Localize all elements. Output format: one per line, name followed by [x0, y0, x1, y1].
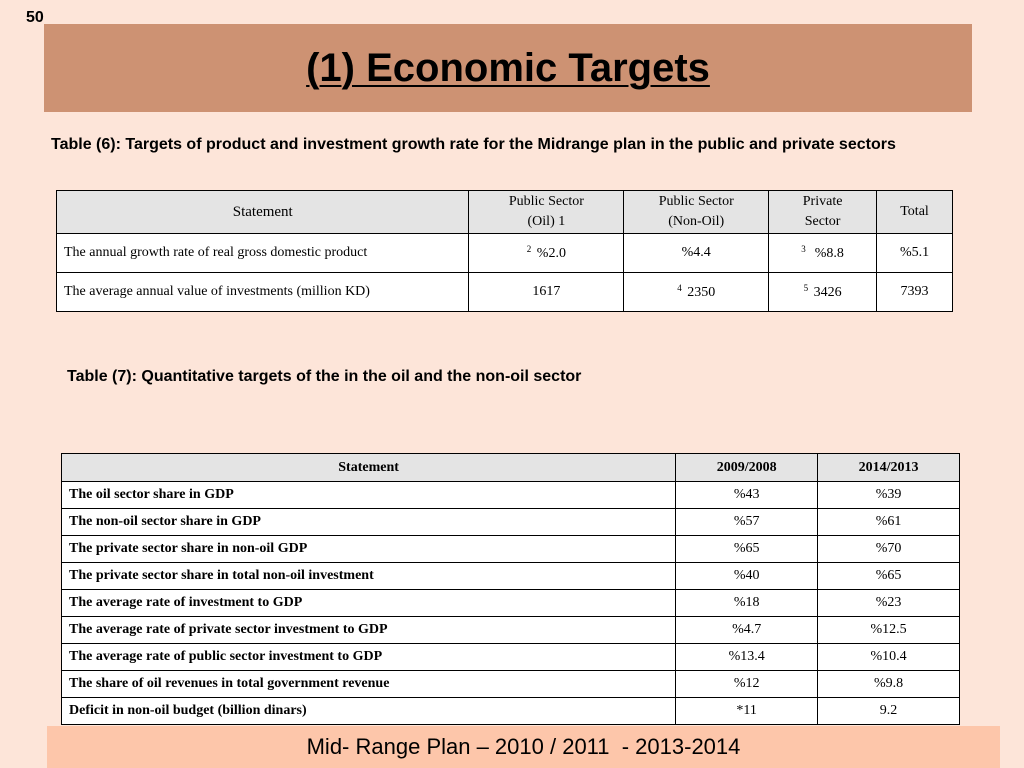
header-statement: Statement — [62, 454, 676, 482]
slide-title: (1) Economic Targets — [306, 45, 710, 90]
cell-2014-2013: %23 — [818, 590, 960, 617]
cell-private: $^5$ 3426 — [769, 273, 877, 312]
quantitative-targets-table — [61, 453, 960, 725]
cell-2014-2013: %9.8 — [818, 671, 960, 698]
cell-public-oil: 1617 — [469, 273, 624, 312]
cell-2014-2013: 9.2 — [818, 698, 960, 725]
title-bar — [44, 24, 972, 112]
header-statement: Statement — [57, 191, 469, 234]
cell-public-nonoil: %4.4 — [624, 234, 769, 273]
row-statement: The private sector share in total non-oil investment — [62, 563, 676, 590]
table-header-row — [57, 191, 953, 234]
cell-2009-2008: %13.4 — [676, 644, 818, 671]
table-row — [62, 644, 960, 671]
table-row — [62, 617, 960, 644]
header-private: Private Sector — [769, 191, 877, 234]
cell-2014-2013: %10.4 — [818, 644, 960, 671]
footnote-marker: 2 — [526, 244, 532, 254]
cell-total: %5.1 — [877, 234, 953, 273]
footnote-marker: 3 — [801, 244, 806, 254]
table-row — [57, 273, 953, 312]
row-statement: The private sector share in non-oil GDP — [62, 536, 676, 563]
cell-2014-2013: %12.5 — [818, 617, 960, 644]
table-row — [62, 482, 960, 509]
cell-public-oil: $^2$ %2.0 — [469, 234, 624, 273]
cell-2009-2008: %12 — [676, 671, 818, 698]
row-statement: The average annual value of investments (million KD) — [57, 273, 469, 312]
cell-2014-2013: %39 — [818, 482, 960, 509]
footnote-marker: 5 — [803, 283, 809, 293]
cell-2009-2008: %57 — [676, 509, 818, 536]
row-statement: The annual growth rate of real gross domestic product — [57, 234, 469, 273]
footnote-marker: 4 — [677, 283, 682, 293]
row-statement: The non-oil sector share in GDP — [62, 509, 676, 536]
cell-2009-2008: *11 — [676, 698, 818, 725]
cell-total: 7393 — [877, 273, 953, 312]
cell-2009-2008: %40 — [676, 563, 818, 590]
row-statement: The average rate of investment to GDP — [62, 590, 676, 617]
table-row — [62, 671, 960, 698]
cell-2009-2008: %65 — [676, 536, 818, 563]
table-row — [62, 563, 960, 590]
table-row — [57, 234, 953, 273]
table-header-row — [62, 454, 960, 482]
cell-2014-2013: %70 — [818, 536, 960, 563]
header-public-oil: Public Sector (Oil) 1 — [469, 191, 624, 234]
cell-2009-2008: %43 — [676, 482, 818, 509]
cell-2014-2013: %61 — [818, 509, 960, 536]
cell-2009-2008: %4.7 — [676, 617, 818, 644]
header-2009-2008: 2009/2008 — [676, 454, 818, 482]
cell-2009-2008: %18 — [676, 590, 818, 617]
header-public-nonoil: Public Sector (Non-Oil) — [624, 191, 769, 234]
slide-number: 50 — [26, 9, 44, 26]
header-2014-2013: 2014/2013 — [818, 454, 960, 482]
table6-caption: Table (6): Targets of product and investment growth rate for the Midrange plan in the public and private sectors — [51, 136, 896, 153]
footer-text: Mid- Range Plan – 2010 / 2011 - 2013-2014 — [306, 734, 741, 759]
cell-2014-2013: %65 — [818, 563, 960, 590]
row-statement: The oil sector share in GDP — [62, 482, 676, 509]
growth-targets-table — [56, 190, 953, 312]
cell-public-nonoil: $^4$ 2350 — [624, 273, 769, 312]
footer-bar — [47, 726, 1000, 768]
table-row — [62, 698, 960, 725]
row-statement: The share of oil revenues in total government revenue — [62, 671, 676, 698]
table-row — [62, 536, 960, 563]
table-row — [62, 509, 960, 536]
table-row — [62, 590, 960, 617]
table7-caption: Table (7): Quantitative targets of the in the oil and the non-oil sector — [67, 368, 582, 385]
row-statement: The average rate of public sector investment to GDP — [62, 644, 676, 671]
row-statement: The average rate of private sector investment to GDP — [62, 617, 676, 644]
row-statement: Deficit in non-oil budget (billion dinars) — [62, 698, 676, 725]
header-total: Total — [877, 191, 953, 234]
cell-private: $^3$ %8.8 — [769, 234, 877, 273]
